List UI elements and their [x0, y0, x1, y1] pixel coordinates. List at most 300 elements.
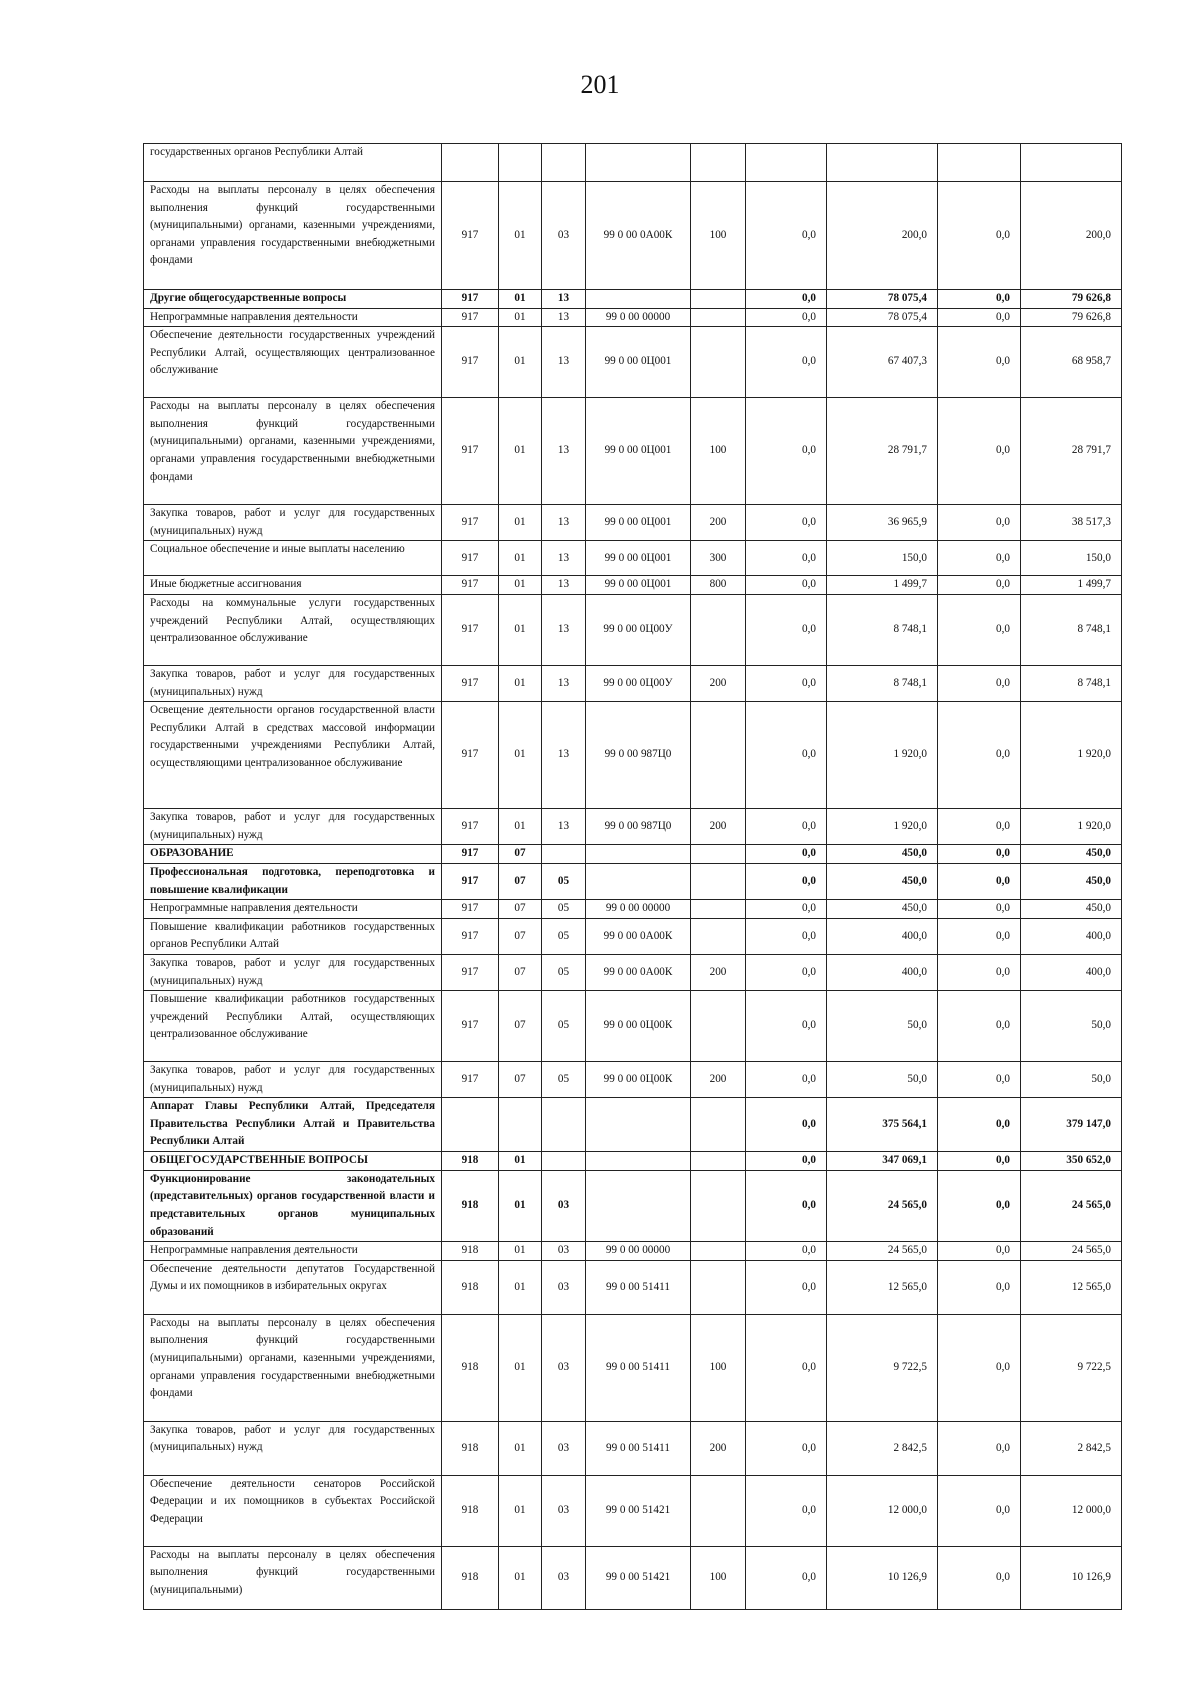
row-name-cell: Аппарат Главы Республики Алтай, Председателя Правительства Республики Алтай и Правительства Республики Алтай — [144, 1098, 442, 1152]
amount-col3-cell: 0,0 — [938, 1546, 1021, 1609]
amount-col4-cell: 1 920,0 — [1021, 702, 1122, 809]
table-row — [144, 541, 1122, 576]
amount-col1-cell: 0,0 — [746, 918, 827, 954]
subsection-code-cell: 03 — [542, 1260, 586, 1314]
expense-type-cell: 100 — [691, 1546, 746, 1609]
expense-type-cell — [691, 1170, 746, 1241]
target-article-cell: 99 0 00 00000 — [586, 1242, 691, 1261]
amount-col1-cell: 0,0 — [746, 576, 827, 595]
amount-col3-cell: 0,0 — [938, 290, 1021, 309]
target-article-cell — [586, 863, 691, 899]
row-name-cell: Повышение квалификации работников государственных учреждений Республики Алтай, осуществляющих централизованное обслуживание — [144, 991, 442, 1062]
subsection-code-cell: 13 — [542, 308, 586, 327]
amount-col1-cell: 0,0 — [746, 900, 827, 919]
amount-col4-cell: 400,0 — [1021, 954, 1122, 990]
amount-col2-cell: 12 565,0 — [827, 1260, 938, 1314]
amount-col1-cell: 0,0 — [746, 327, 827, 398]
amount-col1-cell: 0,0 — [746, 1314, 827, 1421]
table-row — [144, 576, 1122, 595]
amount-col2-cell: 28 791,7 — [827, 398, 938, 505]
table-row — [144, 182, 1122, 290]
amount-col3-cell: 0,0 — [938, 1475, 1021, 1546]
table-row — [144, 1242, 1122, 1261]
expense-type-cell — [691, 1242, 746, 1261]
target-article-cell: 99 0 00 51411 — [586, 1260, 691, 1314]
target-article-cell: 99 0 00 0Ц00К — [586, 991, 691, 1062]
expense-type-cell: 200 — [691, 665, 746, 701]
expense-type-cell — [691, 308, 746, 327]
section-code-cell: 01 — [499, 1242, 542, 1261]
target-article-cell — [586, 1152, 691, 1171]
subsection-code-cell: 05 — [542, 900, 586, 919]
section-code-cell: 01 — [499, 505, 542, 541]
table-row — [144, 702, 1122, 809]
amount-col4-cell: 8 748,1 — [1021, 665, 1122, 701]
amount-col4-cell: 9 722,5 — [1021, 1314, 1122, 1421]
table-row — [144, 1475, 1122, 1546]
amount-col1-cell: 0,0 — [746, 290, 827, 309]
amount-col3-cell: 0,0 — [938, 1314, 1021, 1421]
row-name-cell: Профессиональная подготовка, переподготовка и повышение квалификации — [144, 863, 442, 899]
row-name-cell: Закупка товаров, работ и услуг для государственных (муниципальных) нужд — [144, 505, 442, 541]
expense-type-cell — [691, 1260, 746, 1314]
table-row — [144, 594, 1122, 665]
amount-col4-cell: 8 748,1 — [1021, 594, 1122, 665]
amount-col2-cell: 24 565,0 — [827, 1242, 938, 1261]
amount-col1-cell: 0,0 — [746, 863, 827, 899]
target-article-cell: 99 0 00 0Ц001 — [586, 327, 691, 398]
amount-col3-cell: 0,0 — [938, 1242, 1021, 1261]
expense-type-cell — [691, 1152, 746, 1171]
table-row — [144, 327, 1122, 398]
amount-col1-cell: 0,0 — [746, 809, 827, 845]
amount-col1-cell: 0,0 — [746, 505, 827, 541]
expense-type-cell — [691, 918, 746, 954]
section-code-cell: 01 — [499, 290, 542, 309]
gr-code-cell: 917 — [442, 991, 499, 1062]
amount-col2-cell: 450,0 — [827, 845, 938, 864]
subsection-code-cell: 13 — [542, 398, 586, 505]
amount-col1-cell: 0,0 — [746, 1062, 827, 1098]
amount-col1-cell: 0,0 — [746, 991, 827, 1062]
row-name-cell: Закупка товаров, работ и услуг для государственных (муниципальных) нужд — [144, 1062, 442, 1098]
table-row — [144, 918, 1122, 954]
row-name-cell: Обеспечение деятельности сенаторов Российской Федерации и их помощников в субъектах Российской Федерации — [144, 1475, 442, 1546]
row-name-cell: Непрограммные направления деятельности — [144, 308, 442, 327]
amount-col3-cell — [938, 144, 1021, 182]
amount-col2-cell: 450,0 — [827, 863, 938, 899]
section-code-cell — [499, 144, 542, 182]
table-row — [144, 900, 1122, 919]
gr-code-cell: 917 — [442, 576, 499, 595]
amount-col3-cell: 0,0 — [938, 182, 1021, 290]
gr-code-cell: 917 — [442, 505, 499, 541]
row-name-cell: Другие общегосударственные вопросы — [144, 290, 442, 309]
table-row — [144, 505, 1122, 541]
amount-col4-cell: 350 652,0 — [1021, 1152, 1122, 1171]
amount-col2-cell: 150,0 — [827, 541, 938, 576]
amount-col3-cell: 0,0 — [938, 702, 1021, 809]
target-article-cell: 99 0 00 51411 — [586, 1314, 691, 1421]
gr-code-cell: 917 — [442, 845, 499, 864]
table-row — [144, 991, 1122, 1062]
amount-col2-cell: 8 748,1 — [827, 594, 938, 665]
gr-code-cell: 918 — [442, 1242, 499, 1261]
amount-col2-cell: 78 075,4 — [827, 290, 938, 309]
gr-code-cell: 918 — [442, 1152, 499, 1171]
amount-col2-cell: 78 075,4 — [827, 308, 938, 327]
gr-code-cell: 917 — [442, 809, 499, 845]
expense-type-cell — [691, 594, 746, 665]
section-code-cell: 01 — [499, 327, 542, 398]
gr-code-cell: 917 — [442, 594, 499, 665]
expense-type-cell — [691, 290, 746, 309]
amount-col4-cell: 50,0 — [1021, 1062, 1122, 1098]
amount-col3-cell: 0,0 — [938, 1152, 1021, 1171]
page-number: 201 — [580, 70, 620, 99]
section-code-cell — [499, 1098, 542, 1152]
target-article-cell — [586, 290, 691, 309]
amount-col4-cell: 1 920,0 — [1021, 809, 1122, 845]
section-code-cell: 01 — [499, 809, 542, 845]
gr-code-cell — [442, 144, 499, 182]
gr-code-cell: 917 — [442, 863, 499, 899]
budget-table — [143, 143, 1122, 1610]
row-name-cell: Закупка товаров, работ и услуг для государственных (муниципальных) нужд — [144, 665, 442, 701]
table-row — [144, 144, 1122, 182]
row-name-cell: ОБРАЗОВАНИЕ — [144, 845, 442, 864]
amount-col4-cell — [1021, 144, 1122, 182]
amount-col4-cell: 12 565,0 — [1021, 1260, 1122, 1314]
target-article-cell: 99 0 00 0Ц001 — [586, 576, 691, 595]
section-code-cell: 01 — [499, 1170, 542, 1241]
section-code-cell: 07 — [499, 954, 542, 990]
subsection-code-cell: 03 — [542, 1242, 586, 1261]
amount-col4-cell: 24 565,0 — [1021, 1170, 1122, 1241]
table-row — [144, 1314, 1122, 1421]
row-name-cell: Закупка товаров, работ и услуг для государственных (муниципальных) нужд — [144, 809, 442, 845]
amount-col3-cell: 0,0 — [938, 541, 1021, 576]
amount-col1-cell: 0,0 — [746, 1475, 827, 1546]
section-code-cell: 07 — [499, 845, 542, 864]
target-article-cell: 99 0 00 51421 — [586, 1475, 691, 1546]
row-name-cell: Закупка товаров, работ и услуг для государственных (муниципальных) нужд — [144, 1421, 442, 1475]
gr-code-cell: 917 — [442, 954, 499, 990]
section-code-cell: 01 — [499, 308, 542, 327]
amount-col1-cell: 0,0 — [746, 1242, 827, 1261]
table-row — [144, 665, 1122, 701]
row-name-cell: государственных органов Республики Алтай — [144, 144, 442, 182]
row-name-cell: Освещение деятельности органов государственной власти Республики Алтай в средствах массовой информации государственными учреждениями Республики Алтай, осуществляющими централизованное обслуживание — [144, 702, 442, 809]
gr-code-cell: 917 — [442, 182, 499, 290]
amount-col2-cell: 1 920,0 — [827, 809, 938, 845]
table-row — [144, 954, 1122, 990]
target-article-cell: 99 0 00 0Ц00К — [586, 1062, 691, 1098]
amount-col3-cell: 0,0 — [938, 665, 1021, 701]
amount-col1-cell: 0,0 — [746, 702, 827, 809]
target-article-cell: 99 0 00 987Ц0 — [586, 702, 691, 809]
subsection-code-cell: 03 — [542, 1170, 586, 1241]
expense-type-cell: 200 — [691, 809, 746, 845]
section-code-cell: 01 — [499, 1475, 542, 1546]
row-name-cell: Расходы на выплаты персоналу в целях обеспечения выполнения функций государственными (муниципальными) органами, казенными учреждениями, органами управления государственными внебюджетными фондами — [144, 182, 442, 290]
amount-col2-cell — [827, 144, 938, 182]
amount-col4-cell: 38 517,3 — [1021, 505, 1122, 541]
subsection-code-cell — [542, 845, 586, 864]
table-row — [144, 845, 1122, 864]
row-name-cell: Расходы на коммунальные услуги государственных учреждений Республики Алтай, осуществляющих централизованное обслуживание — [144, 594, 442, 665]
section-code-cell: 01 — [499, 576, 542, 595]
target-article-cell — [586, 144, 691, 182]
amount-col2-cell: 400,0 — [827, 954, 938, 990]
amount-col2-cell: 12 000,0 — [827, 1475, 938, 1546]
subsection-code-cell: 03 — [542, 1421, 586, 1475]
target-article-cell: 99 0 00 0Ц001 — [586, 398, 691, 505]
amount-col4-cell: 379 147,0 — [1021, 1098, 1122, 1152]
amount-col3-cell: 0,0 — [938, 809, 1021, 845]
target-article-cell: 99 0 00 987Ц0 — [586, 809, 691, 845]
amount-col2-cell: 50,0 — [827, 1062, 938, 1098]
table-row — [144, 1152, 1122, 1171]
amount-col4-cell: 200,0 — [1021, 182, 1122, 290]
amount-col1-cell: 0,0 — [746, 1152, 827, 1171]
row-name-cell: Непрограммные направления деятельности — [144, 900, 442, 919]
subsection-code-cell: 03 — [542, 1475, 586, 1546]
amount-col4-cell: 450,0 — [1021, 845, 1122, 864]
row-name-cell: Расходы на выплаты персоналу в целях обеспечения выполнения функций государственными (муниципальными) органами, казенными учреждениями, органами управления государственными внебюджетными фондами — [144, 1314, 442, 1421]
row-name-cell: Иные бюджетные ассигнования — [144, 576, 442, 595]
amount-col3-cell: 0,0 — [938, 327, 1021, 398]
amount-col2-cell: 450,0 — [827, 900, 938, 919]
amount-col4-cell: 10 126,9 — [1021, 1546, 1122, 1609]
amount-col2-cell: 10 126,9 — [827, 1546, 938, 1609]
target-article-cell: 99 0 00 51421 — [586, 1546, 691, 1609]
section-code-cell: 01 — [499, 702, 542, 809]
gr-code-cell: 918 — [442, 1260, 499, 1314]
amount-col1-cell: 0,0 — [746, 594, 827, 665]
subsection-code-cell: 05 — [542, 918, 586, 954]
gr-code-cell: 917 — [442, 702, 499, 809]
amount-col1-cell: 0,0 — [746, 1170, 827, 1241]
amount-col4-cell: 1 499,7 — [1021, 576, 1122, 595]
subsection-code-cell: 13 — [542, 702, 586, 809]
amount-col2-cell: 24 565,0 — [827, 1170, 938, 1241]
gr-code-cell: 918 — [442, 1421, 499, 1475]
table-row — [144, 809, 1122, 845]
subsection-code-cell: 13 — [542, 576, 586, 595]
row-name-cell: Закупка товаров, работ и услуг для государственных (муниципальных) нужд — [144, 954, 442, 990]
expense-type-cell — [691, 900, 746, 919]
amount-col2-cell: 2 842,5 — [827, 1421, 938, 1475]
table-row — [144, 1421, 1122, 1475]
amount-col1-cell: 0,0 — [746, 665, 827, 701]
subsection-code-cell: 13 — [542, 290, 586, 309]
amount-col3-cell: 0,0 — [938, 1170, 1021, 1241]
gr-code-cell: 917 — [442, 1062, 499, 1098]
subsection-code-cell — [542, 1152, 586, 1171]
expense-type-cell: 200 — [691, 954, 746, 990]
amount-col4-cell: 450,0 — [1021, 900, 1122, 919]
amount-col2-cell: 400,0 — [827, 918, 938, 954]
section-code-cell: 07 — [499, 900, 542, 919]
section-code-cell: 07 — [499, 863, 542, 899]
amount-col2-cell: 36 965,9 — [827, 505, 938, 541]
expense-type-cell — [691, 144, 746, 182]
gr-code-cell: 917 — [442, 541, 499, 576]
expense-type-cell: 200 — [691, 1421, 746, 1475]
gr-code-cell: 917 — [442, 308, 499, 327]
gr-code-cell: 917 — [442, 398, 499, 505]
amount-col4-cell: 24 565,0 — [1021, 1242, 1122, 1261]
subsection-code-cell: 05 — [542, 954, 586, 990]
gr-code-cell: 918 — [442, 1475, 499, 1546]
row-name-cell: Социальное обеспечение и иные выплаты населению — [144, 541, 442, 576]
expense-type-cell: 200 — [691, 1062, 746, 1098]
target-article-cell: 99 0 00 0А00К — [586, 954, 691, 990]
gr-code-cell: 917 — [442, 918, 499, 954]
amount-col2-cell: 1 920,0 — [827, 702, 938, 809]
amount-col1-cell: 0,0 — [746, 398, 827, 505]
amount-col1-cell: 0,0 — [746, 954, 827, 990]
amount-col3-cell: 0,0 — [938, 954, 1021, 990]
expense-type-cell — [691, 863, 746, 899]
amount-col4-cell: 400,0 — [1021, 918, 1122, 954]
amount-col2-cell: 9 722,5 — [827, 1314, 938, 1421]
row-name-cell: Непрограммные направления деятельности — [144, 1242, 442, 1261]
amount-col4-cell: 450,0 — [1021, 863, 1122, 899]
row-name-cell: Повышение квалификации работников государственных органов Республики Алтай — [144, 918, 442, 954]
expense-type-cell — [691, 991, 746, 1062]
target-article-cell: 99 0 00 0А00К — [586, 918, 691, 954]
expense-type-cell: 100 — [691, 182, 746, 290]
amount-col3-cell: 0,0 — [938, 398, 1021, 505]
amount-col3-cell: 0,0 — [938, 918, 1021, 954]
gr-code-cell: 918 — [442, 1314, 499, 1421]
expense-type-cell: 300 — [691, 541, 746, 576]
gr-code-cell: 917 — [442, 327, 499, 398]
amount-col1-cell: 0,0 — [746, 1421, 827, 1475]
expense-type-cell: 100 — [691, 398, 746, 505]
section-code-cell: 01 — [499, 1260, 542, 1314]
subsection-code-cell: 05 — [542, 863, 586, 899]
amount-col4-cell: 2 842,5 — [1021, 1421, 1122, 1475]
amount-col3-cell: 0,0 — [938, 308, 1021, 327]
subsection-code-cell: 13 — [542, 665, 586, 701]
subsection-code-cell — [542, 1098, 586, 1152]
section-code-cell: 01 — [499, 1152, 542, 1171]
amount-col4-cell: 12 000,0 — [1021, 1475, 1122, 1546]
amount-col1-cell: 0,0 — [746, 845, 827, 864]
subsection-code-cell: 03 — [542, 182, 586, 290]
table-row — [144, 1098, 1122, 1152]
amount-col3-cell: 0,0 — [938, 900, 1021, 919]
gr-code-cell: 918 — [442, 1546, 499, 1609]
amount-col3-cell: 0,0 — [938, 594, 1021, 665]
amount-col3-cell: 0,0 — [938, 1062, 1021, 1098]
section-code-cell: 01 — [499, 1421, 542, 1475]
section-code-cell: 07 — [499, 918, 542, 954]
amount-col1-cell — [746, 144, 827, 182]
amount-col4-cell: 28 791,7 — [1021, 398, 1122, 505]
section-code-cell: 01 — [499, 398, 542, 505]
expense-type-cell — [691, 1475, 746, 1546]
target-article-cell — [586, 1098, 691, 1152]
row-name-cell: Расходы на выплаты персоналу в целях обеспечения выполнения функций государственными (муниципальными) — [144, 1546, 442, 1609]
subsection-code-cell: 13 — [542, 809, 586, 845]
section-code-cell: 07 — [499, 991, 542, 1062]
target-article-cell: 99 0 00 51411 — [586, 1421, 691, 1475]
target-article-cell: 99 0 00 0Ц00У — [586, 665, 691, 701]
table-row — [144, 1260, 1122, 1314]
subsection-code-cell: 13 — [542, 327, 586, 398]
amount-col1-cell: 0,0 — [746, 182, 827, 290]
amount-col3-cell: 0,0 — [938, 845, 1021, 864]
row-name-cell: Обеспечение деятельности государственных учреждений Республики Алтай, осуществляющих централизованное обслуживание — [144, 327, 442, 398]
amount-col1-cell: 0,0 — [746, 308, 827, 327]
amount-col1-cell: 0,0 — [746, 1260, 827, 1314]
target-article-cell — [586, 1170, 691, 1241]
subsection-code-cell: 13 — [542, 505, 586, 541]
subsection-code-cell: 05 — [542, 991, 586, 1062]
target-article-cell: 99 0 00 0Ц001 — [586, 541, 691, 576]
target-article-cell: 99 0 00 0А00К — [586, 182, 691, 290]
target-article-cell — [586, 845, 691, 864]
expense-type-cell: 200 — [691, 505, 746, 541]
amount-col2-cell: 50,0 — [827, 991, 938, 1062]
expense-type-cell — [691, 702, 746, 809]
table-row — [144, 863, 1122, 899]
expense-type-cell — [691, 1098, 746, 1152]
subsection-code-cell — [542, 144, 586, 182]
expense-type-cell — [691, 845, 746, 864]
expense-type-cell — [691, 327, 746, 398]
amount-col2-cell: 1 499,7 — [827, 576, 938, 595]
target-article-cell: 99 0 00 0Ц00У — [586, 594, 691, 665]
target-article-cell: 99 0 00 0Ц001 — [586, 505, 691, 541]
amount-col3-cell: 0,0 — [938, 576, 1021, 595]
subsection-code-cell: 13 — [542, 594, 586, 665]
amount-col3-cell: 0,0 — [938, 863, 1021, 899]
amount-col1-cell: 0,0 — [746, 1546, 827, 1609]
amount-col4-cell: 50,0 — [1021, 991, 1122, 1062]
subsection-code-cell: 05 — [542, 1062, 586, 1098]
table-row — [144, 398, 1122, 505]
expense-type-cell: 800 — [691, 576, 746, 595]
amount-col3-cell: 0,0 — [938, 1098, 1021, 1152]
section-code-cell: 07 — [499, 1062, 542, 1098]
row-name-cell: Обеспечение деятельности депутатов Государственной Думы и их помощников в избирательных округах — [144, 1260, 442, 1314]
section-code-cell: 01 — [499, 1546, 542, 1609]
amount-col2-cell: 347 069,1 — [827, 1152, 938, 1171]
row-name-cell: Расходы на выплаты персоналу в целях обеспечения выполнения функций государственными (муниципальными) органами, казенными учреждениями, органами управления государственными внебюджетными фондами — [144, 398, 442, 505]
subsection-code-cell: 03 — [542, 1546, 586, 1609]
section-code-cell: 01 — [499, 594, 542, 665]
gr-code-cell: 917 — [442, 900, 499, 919]
section-code-cell: 01 — [499, 1314, 542, 1421]
gr-code-cell: 917 — [442, 665, 499, 701]
table-row — [144, 1546, 1122, 1609]
row-name-cell: ОБЩЕГОСУДАРСТВЕННЫЕ ВОПРОСЫ — [144, 1152, 442, 1171]
target-article-cell: 99 0 00 00000 — [586, 308, 691, 327]
gr-code-cell: 917 — [442, 290, 499, 309]
amount-col1-cell: 0,0 — [746, 1098, 827, 1152]
amount-col4-cell: 79 626,8 — [1021, 290, 1122, 309]
subsection-code-cell: 03 — [542, 1314, 586, 1421]
amount-col3-cell: 0,0 — [938, 505, 1021, 541]
amount-col3-cell: 0,0 — [938, 991, 1021, 1062]
amount-col4-cell: 68 958,7 — [1021, 327, 1122, 398]
row-name-cell: Функционирование законодательных (представительных) органов государственной власти и представительных органов муниципальных образований — [144, 1170, 442, 1241]
